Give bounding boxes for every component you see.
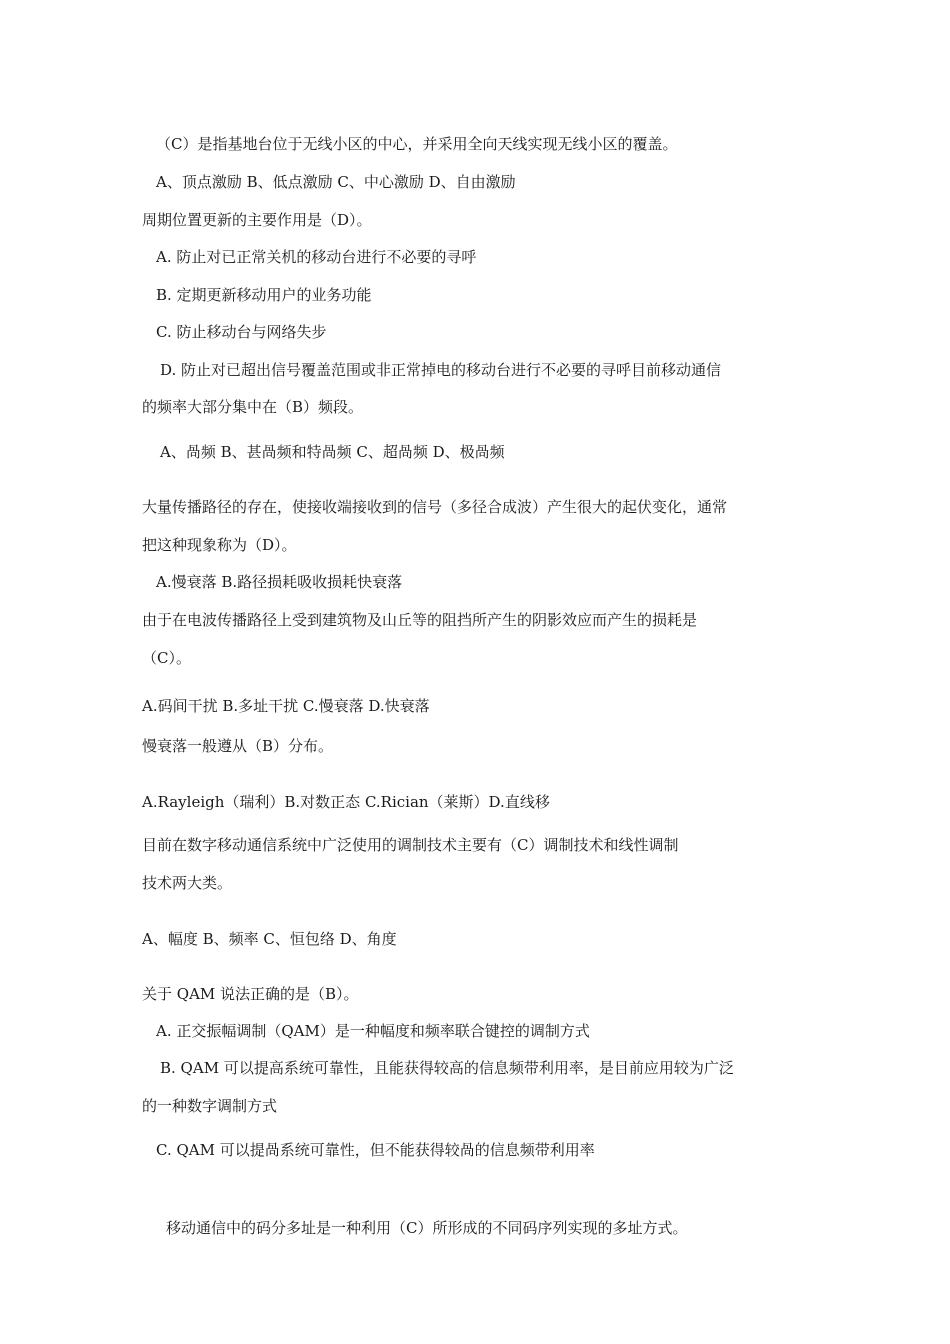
question-2-option-d: D. 防止对已超出信号覆盖范围或非正常掉电的移动台进行不必要的寻呼目前移动通信 — [160, 361, 722, 379]
question-9-text: 移动通信中的码分多址是一种利用（C）所形成的不同码序列实现的多址方式。 — [166, 1219, 688, 1237]
question-6-text: 慢衰落一般遵从（B）分布。 — [142, 737, 334, 755]
question-7-text-line1: 目前在数字移动通信系统中广泛使用的调制技术主要有（C）调制技术和线性调制 — [142, 836, 679, 854]
question-4-options: A.慢衰落 B.路径损耗吸收损耗快衰落 — [156, 573, 403, 591]
question-1-options: A、顶点激励 B、低点激励 C、中心激励 D、自由激励 — [156, 173, 516, 191]
question-2-option-c: C. 防止移动台与网络失步 — [156, 323, 327, 341]
question-5-text-line2: （C）。 — [142, 649, 191, 667]
question-8-option-a: A. 正交振幅调制（QAM）是一种幅度和频率联合键控的调制方式 — [156, 1022, 590, 1040]
question-8-option-b-line2: 的一种数字调制方式 — [142, 1097, 278, 1115]
question-4-text-line2: 把这种现象称为（D）。 — [142, 536, 297, 554]
question-7-options: A、幅度 B、频率 C、恒包络 D、角度 — [142, 930, 397, 948]
question-2-text: 周期位置更新的主要作用是（D）。 — [142, 211, 372, 229]
question-5-text-line1: 由于在电波传播路径上受到建筑物及山丘等的阻挡所产生的阴影效应而产生的损耗是 — [142, 611, 698, 629]
question-5-options: A.码间干扰 B.多址干扰 C.慢衰落 D.快衰落 — [142, 697, 430, 715]
question-3-text: 的频率大部分集中在（B）频段。 — [142, 398, 364, 416]
question-2-option-a: A. 防止对已正常关机的移动台进行不必要的寻呼 — [156, 248, 477, 266]
question-8-text: 关于 QAM 说法正确的是（B）。 — [142, 985, 359, 1003]
question-6-options: A.Rayleigh（瑞利）B.对数正态 C.Rician（莱斯）D.直线移 — [142, 793, 550, 811]
question-1-text: （C）是指基地台位于无线小区的中心，并采用全向天线实现无线小区的覆盖。 — [156, 135, 678, 153]
question-3-options: A、咼频 B、甚咼频和特咼频 C、超咼频 D、极咼频 — [160, 443, 505, 461]
question-2-option-b: B. 定期更新移动用户的业务功能 — [156, 286, 372, 304]
question-8-option-c: C. QAM 可以提咼系统可靠性，但不能获得较咼的信息频带利用率 — [156, 1141, 595, 1159]
question-7-text-line2: 技术两大类。 — [142, 874, 233, 892]
question-8-option-b-line1: B. QAM 可以提高系统可靠性，且能获得较高的信息频带利用率，是目前应用较为广泛 — [160, 1059, 734, 1077]
question-4-text-line1: 大量传播路径的存在，使接收端接收到的信号（多径合成波）产生很大的起伏变化，通常 — [142, 498, 728, 516]
